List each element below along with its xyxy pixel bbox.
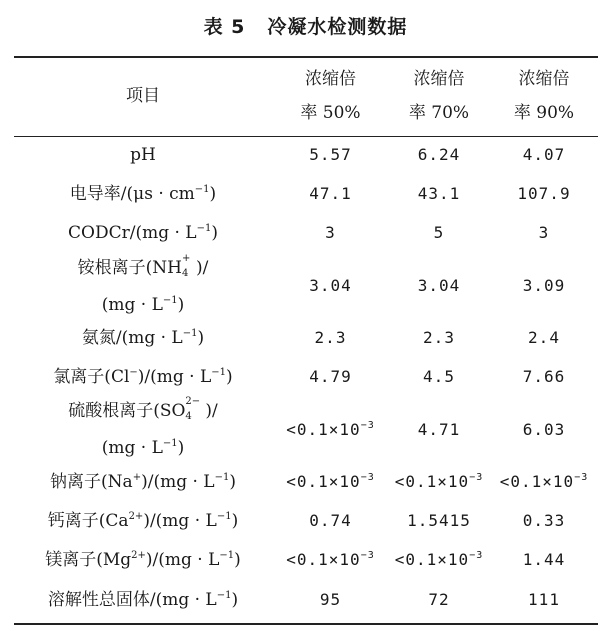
- row-chloride-v3: 7.66: [522, 367, 566, 386]
- header-col-1-line2: 率 50%: [300, 103, 361, 123]
- row-cod-label: CODCr/(mg · $L^{-1}$): [68, 223, 218, 243]
- row-magnesium-v1: $<0.1\times 10^{-3}$: [286, 550, 375, 569]
- row-tds-v2: 72: [428, 590, 450, 609]
- row-calcium-v3: 0.33: [522, 511, 566, 530]
- header-col-3-line1: 浓缩倍: [518, 69, 570, 89]
- row-sodium-v2: $<0.1\times 10^{-3}$: [394, 472, 484, 491]
- header-col-2-line1: 浓缩倍: [413, 69, 465, 89]
- row-sodium-v3: $<0.1\times 10^{-3}$: [499, 472, 589, 491]
- row-conductivity-label: 电导率$/(\mu s \cdot cm^{-1})$: [69, 184, 217, 204]
- row-tds-v3: 111: [528, 590, 560, 609]
- row-conductivity-v3: 107.9: [517, 184, 571, 203]
- header-col-3-line2: 率 90%: [513, 103, 575, 123]
- row-tds-label: 溶解性总固体$/(mg \cdot L^{-1})$: [47, 590, 239, 610]
- row-tds-v1: 95: [319, 590, 342, 609]
- row-ph-v3: 4.07: [522, 145, 566, 164]
- row-ammonia-label: 氨氮$/(mg \cdot L^{-1})$: [81, 328, 205, 348]
- row-ph-v2: 6.24: [417, 145, 461, 164]
- row-cod-v3: 3: [538, 223, 550, 242]
- row-ph-v1: 5.57: [309, 145, 352, 164]
- row-sodium-label: 钠离子$(Na^+)/(mg \cdot L^{-1})$: [50, 472, 236, 492]
- row-nh4-v3: 3.09: [522, 276, 566, 295]
- row-sulfate-v1: $<0.1\times 10^{-3}$: [286, 420, 375, 439]
- table-number: 表 5: [203, 16, 246, 38]
- header-item: 项目: [126, 86, 160, 106]
- row-calcium-v1: 0.74: [309, 511, 352, 530]
- row-nh4-v2: 3.04: [417, 276, 461, 295]
- row-magnesium-v2: $<0.1\times 10^{-3}$: [394, 550, 484, 569]
- row-chloride-v1: 4.79: [309, 367, 352, 386]
- row-sulfate-v2: 4.71: [417, 420, 461, 439]
- header-col-1-line1: 浓缩倍: [305, 69, 356, 89]
- row-sulfate-v3: 6.03: [522, 420, 566, 439]
- row-conductivity-v2: 43.1: [417, 184, 461, 203]
- table-caption: 冷凝水检测数据: [267, 16, 408, 38]
- table-title: [0, 12, 611, 39]
- row-magnesium-label: 镁离子$(Mg^{2+})/(mg \cdot L^{-1})$: [45, 550, 241, 570]
- row-sodium-v1: $<0.1\times 10^{-3}$: [286, 472, 375, 491]
- row-nh4-label-line2: $(mg \cdot L^{-1})$: [101, 295, 185, 315]
- bottom-rule: [14, 623, 598, 625]
- row-ph-label: pH: [130, 145, 156, 165]
- row-chloride-v2: 4.5: [423, 367, 455, 386]
- top-rule: [14, 56, 598, 58]
- row-ammonia-v1: 2.3: [314, 328, 347, 347]
- row-conductivity-v1: 47.1: [309, 184, 352, 203]
- row-sulfate-label-line1: 硫酸根离子(SO 2− 4 )/: [68, 396, 218, 422]
- header-col-2-line2: 率 70%: [408, 103, 470, 123]
- row-nh4-v1: 3.04: [309, 276, 352, 295]
- row-calcium-v2: 1.5415: [407, 511, 471, 530]
- row-magnesium-v3: 1.44: [522, 550, 566, 569]
- row-cod-v1: 3: [325, 223, 336, 242]
- row-calcium-label: 钙离子$(Ca^{2+})/(mg \cdot L^{-1})$: [47, 511, 239, 531]
- row-cod-v2: 5: [433, 223, 445, 242]
- row-ammonia-v3: 2.4: [528, 328, 560, 347]
- row-sulfate-label-line2: $(mg \cdot L^{-1})$: [101, 438, 185, 458]
- row-ammonia-v2: 2.3: [423, 328, 455, 347]
- row-chloride-label: 氯离子$(Cl^-)/(mg \cdot L^{-1})$: [53, 367, 233, 387]
- row-nh4-label-line1: 铵根离子(NH + 4 )/: [77, 253, 209, 279]
